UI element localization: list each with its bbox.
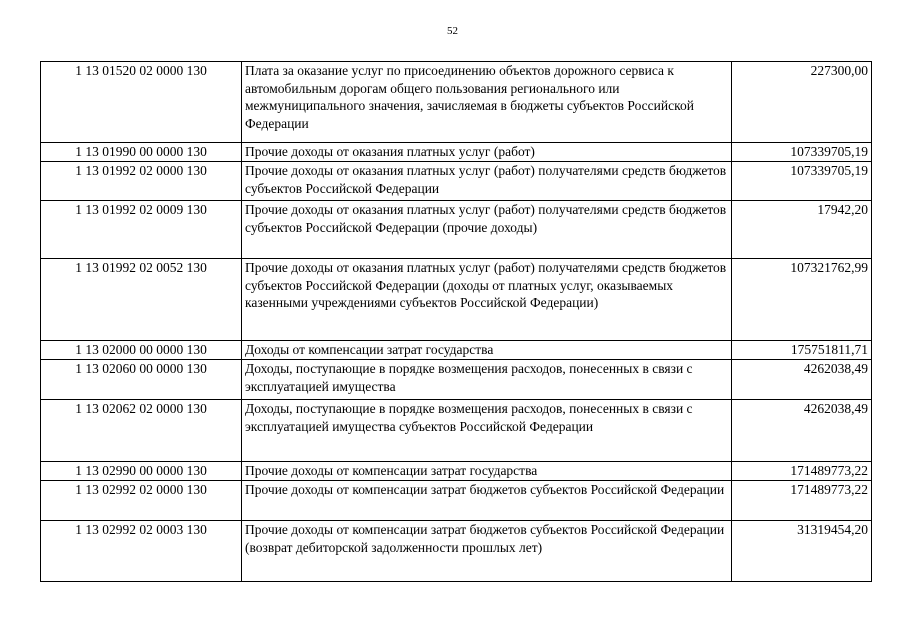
table-row <box>41 462 872 481</box>
revenue-code: 1 13 02000 00 0000 130 <box>41 341 242 360</box>
table-row <box>41 201 872 259</box>
revenue-name: Прочие доходы от оказания платных услуг (работ) получателями средств бюджетов субъектов Российской Федерации (доходы от платных услуг, оказываемых казенными учреждениями субъектов Российской Федерации) <box>242 259 732 341</box>
revenue-table <box>40 61 872 582</box>
table-row <box>41 259 872 341</box>
revenue-amount: 171489773,22 <box>732 481 872 521</box>
revenue-code: 1 13 02060 00 0000 130 <box>41 360 242 400</box>
revenue-name: Прочие доходы от компенсации затрат государства <box>242 462 732 481</box>
revenue-name: Доходы от компенсации затрат государства <box>242 341 732 360</box>
revenue-name: Прочие доходы от компенсации затрат бюджетов субъектов Российской Федерации <box>242 481 732 521</box>
table-row <box>41 481 872 521</box>
revenue-name: Доходы, поступающие в порядке возмещения расходов, понесенных в связи с эксплуатацией имущества субъектов Российской Федерации <box>242 400 732 462</box>
table-row <box>41 62 872 143</box>
revenue-code: 1 13 01992 02 0052 130 <box>41 259 242 341</box>
table-row <box>41 341 872 360</box>
revenue-code: 1 13 01520 02 0000 130 <box>41 62 242 143</box>
revenue-amount: 17942,20 <box>732 201 872 259</box>
revenue-code: 1 13 02992 02 0000 130 <box>41 481 242 521</box>
table-row <box>41 521 872 582</box>
revenue-amount: 171489773,22 <box>732 462 872 481</box>
page-number: 52 <box>447 25 458 37</box>
revenue-name: Доходы, поступающие в порядке возмещения расходов, понесенных в связи с эксплуатацией имущества <box>242 360 732 400</box>
table-row <box>41 143 872 162</box>
revenue-code: 1 13 02990 00 0000 130 <box>41 462 242 481</box>
revenue-amount: 227300,00 <box>732 62 872 143</box>
revenue-amount: 4262038,49 <box>732 400 872 462</box>
table-row <box>41 400 872 462</box>
revenue-amount: 107339705,19 <box>732 162 872 201</box>
table-row <box>41 162 872 201</box>
table-row <box>41 360 872 400</box>
revenue-amount: 107321762,99 <box>732 259 872 341</box>
revenue-code: 1 13 01992 02 0009 130 <box>41 201 242 259</box>
revenue-name: Прочие доходы от оказания платных услуг (работ) получателями средств бюджетов субъектов Российской Федерации <box>242 162 732 201</box>
revenue-code: 1 13 01990 00 0000 130 <box>41 143 242 162</box>
revenue-amount: 107339705,19 <box>732 143 872 162</box>
revenue-code: 1 13 01992 02 0000 130 <box>41 162 242 201</box>
revenue-name: Прочие доходы от оказания платных услуг (работ) получателями средств бюджетов субъектов Российской Федерации (прочие доходы) <box>242 201 732 259</box>
revenue-code: 1 13 02062 02 0000 130 <box>41 400 242 462</box>
revenue-name: Прочие доходы от оказания платных услуг (работ) <box>242 143 732 162</box>
revenue-code: 1 13 02992 02 0003 130 <box>41 521 242 582</box>
revenue-name: Прочие доходы от компенсации затрат бюджетов субъектов Российской Федерации (возврат дебиторской задолженности прошлых лет) <box>242 521 732 582</box>
revenue-amount: 31319454,20 <box>732 521 872 582</box>
revenue-amount: 175751811,71 <box>732 341 872 360</box>
revenue-amount: 4262038,49 <box>732 360 872 400</box>
revenue-name: Плата за оказание услуг по присоединению объектов дорожного сервиса к автомобильным дорогам общего пользования регионального или межмуниципального значения, зачисляемая в бюджеты субъектов Российской Федерации <box>242 62 732 143</box>
